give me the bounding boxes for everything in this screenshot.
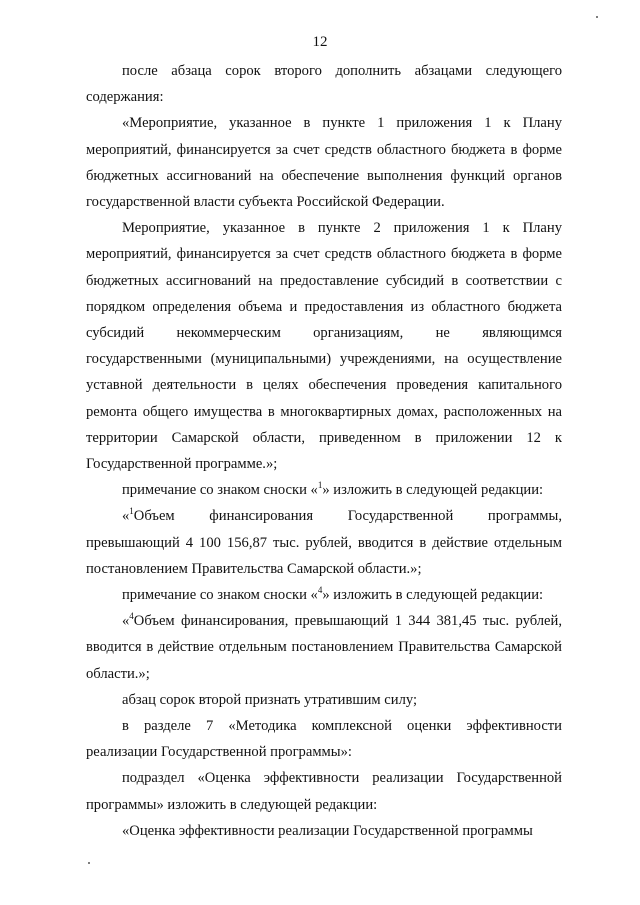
footnote-mark: 4 <box>317 585 323 596</box>
paragraph-4-text-end: » изложить в следующей редакции: <box>322 482 544 499</box>
paragraph-6-text: примечание со знаком сноски « <box>122 587 318 604</box>
scan-speck <box>596 16 598 18</box>
paragraph-4-text: примечание со знаком сноски « <box>122 482 318 499</box>
paragraph-7 <box>86 608 562 687</box>
paragraph-11: «Оценка эффективности реализации Государственной программы <box>122 822 533 839</box>
paragraph-6-text-end: » изложить в следующей редакции: <box>322 587 544 604</box>
page-number: 12 <box>312 34 328 50</box>
footnote-mark: 1 <box>129 506 134 517</box>
footnote-mark: 4 <box>129 611 134 622</box>
paragraph-8: абзац сорок второй признать утратившим силу; <box>122 691 418 708</box>
paragraph-10: подраздел «Оценка эффективности реализации Государственной программы» изложить в следующей редакции: <box>86 770 562 813</box>
paragraph-3: Мероприятие, указанное в пункте 2 приложения 1 к Плану мероприятий, финансируется за счет средств областного бюджета в форме бюджетных ассигнований на предоставление субсидий в соответствии с порядком определения объема и предоставления из областного бюджета субсидий некоммерческим организациям, не являющимся государственными (муниципальными) учреждениями, на осуществление уставной деятельности в целях обеспечения проведения капитального ремонта общего имущества в многоквартирных домах, расположенных на территории Самарской области, приведенном в приложении 12 к Государственной программе.»; <box>86 220 562 473</box>
scan-speck <box>88 862 90 864</box>
paragraph-7-text-end: Объем финансирования, превышающий 1 344 381,45 тыс. рублей, вводится в действие отдельным постановлением Правительства Самарской области.»; <box>86 613 562 682</box>
paragraph-2: «Мероприятие, указанное в пункте 1 приложения 1 к Плану мероприятий, финансируется за счет средств областного бюджета в форме бюджетных ассигнований на обеспечение выполнения функций органов государственной власти субъекта Российской Федерации. <box>86 115 562 211</box>
paragraph-5 <box>86 503 562 582</box>
paragraph-1: после абзаца сорок второго дополнить абзацами следующего содержания: <box>86 63 562 106</box>
paragraph-5-text-end: Объем финансирования Государственной программы, превышающий 4 100 156,87 тыс. рублей, вводится в действие отдельным постановлением Правительства Самарской области.»; <box>86 508 562 577</box>
paragraph-6 <box>86 582 562 608</box>
footnote-mark: 1 <box>317 480 323 491</box>
paragraph-5-text: « <box>122 508 130 525</box>
paragraph-4 <box>86 477 562 503</box>
document-body <box>86 58 562 844</box>
paragraph-9: в разделе 7 «Методика комплексной оценки эффективности реализации Государственной программы»: <box>86 718 562 761</box>
paragraph-7-text: « <box>122 613 130 630</box>
